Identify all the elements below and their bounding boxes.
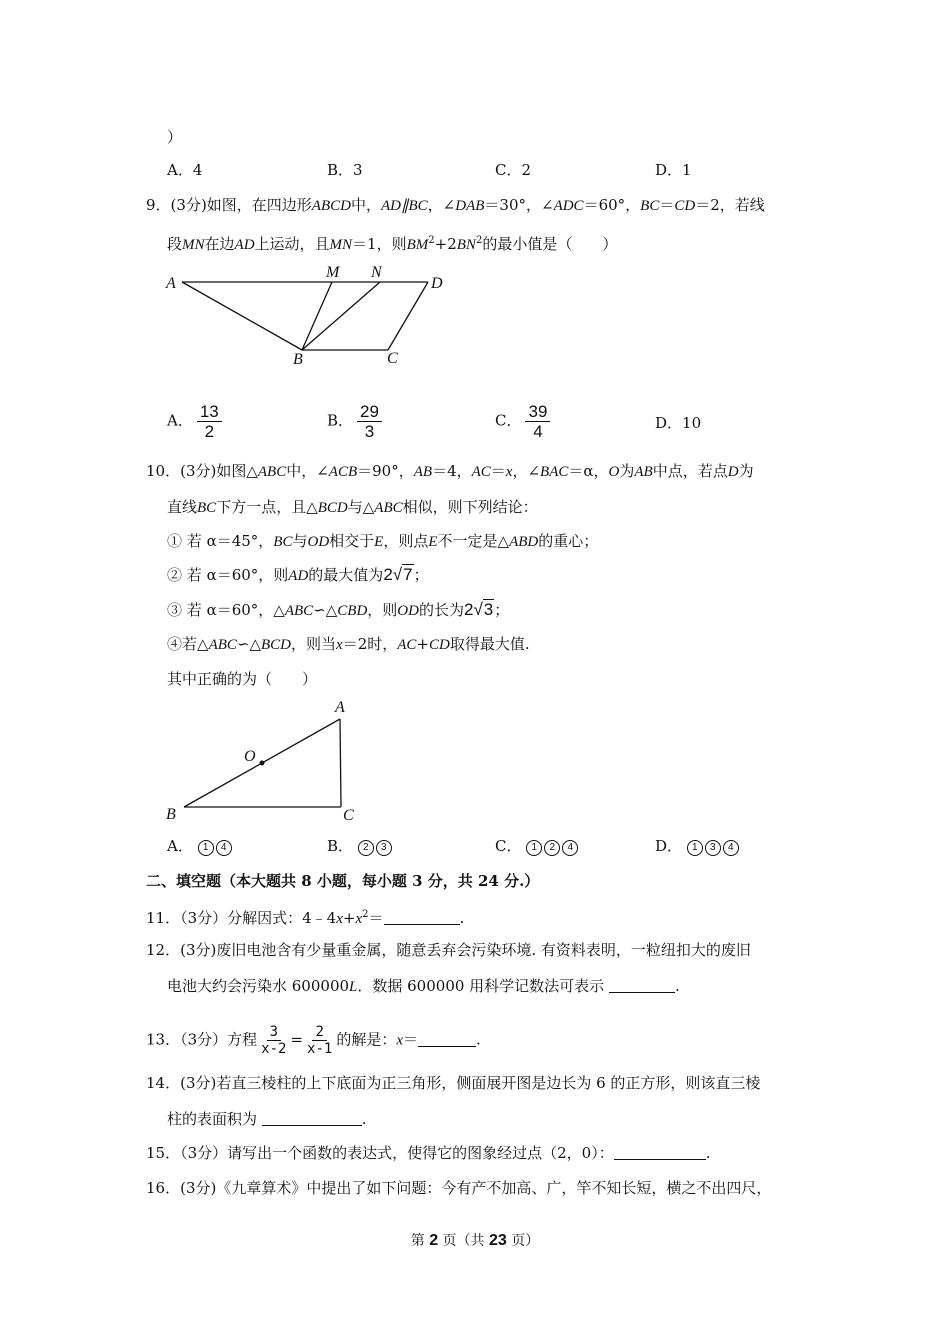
q10-statement-2: ② 若 α＝60°，则AD的最大值为2√7； xyxy=(167,565,429,584)
q10-statement-1: ① 若 α＝45°，BC与OD相交于E，则点E不一定是△ABD的重心； xyxy=(167,532,599,550)
q10-statement-4: ④若△ABC∽△BCD，则当x＝2时，AC+CD取得最大值. xyxy=(167,635,530,653)
q14-line1: 14．(3分)若直三棱柱的上下底面为正三角形，侧面展开图是边长为 6 的正方形，则该直三棱 xyxy=(146,1074,761,1092)
q15-answer-blank xyxy=(614,1145,706,1160)
q14-answer-blank xyxy=(262,1111,362,1126)
q10-statement-3: ③ 若 α＝60°，△ABC∽△CBD，则OD的长为2√3； xyxy=(167,600,510,619)
q10-stem-line1: 10．(3分)如图△ABC中，∠ACB＝90°，AB＝4，AC＝x，∠BAC＝α，O为AB中点，若点D为 xyxy=(146,462,754,480)
q8-option-a: A．4 xyxy=(167,161,203,179)
q13: 13．（3分）方程 $\frac{3}{x-2}$ = $\frac{2}{x-1}$ 的解是：x＝ . xyxy=(146,1024,481,1057)
q10-option-c: C． 1 2 4 xyxy=(495,836,580,856)
q10-stem-line2: 直线BC下方一点，且△BCD与△ABC相似，则下列结论： xyxy=(167,498,538,516)
q8-option-b: B．3 xyxy=(327,161,363,179)
q9-stem-line2: 段MN在边AD上运动，且MN＝1，则$BM^2+2BN^2$的最小值是（ ） xyxy=(167,235,618,253)
q10-triangle-figure xyxy=(160,695,360,830)
q9-label-b: B xyxy=(293,351,303,368)
q8-tail: ） xyxy=(167,128,183,146)
q9-label-c: C xyxy=(387,350,398,367)
q11-answer-blank xyxy=(384,910,460,925)
q9-option-c: C． $\frac{39}{4}$ xyxy=(495,402,554,441)
q9-option-a: A． $\frac{13}{2}$ xyxy=(167,402,226,441)
q9-option-b: B． $\frac{29}{3}$ xyxy=(327,402,386,441)
q10-label-b: B xyxy=(166,806,176,823)
q12-line1: 12．(3分)废旧电池含有少量重金属，随意丢弃会污染环境. 有资料表明，一粒纽扣大的废旧 xyxy=(146,941,751,959)
q12-answer-blank xyxy=(609,978,675,993)
q9-option-d: D．10 xyxy=(655,414,702,432)
page-footer: 第 2 页（共 23 页） xyxy=(410,1232,540,1249)
q12-line2: 电池大约会污染水 600000L．数据 600000 用科学记数法可表示 . xyxy=(167,977,680,995)
q10-label-o: O xyxy=(244,748,256,765)
q14-line2: 柱的表面积为 . xyxy=(167,1110,367,1128)
q10-option-b: B． 2 3 xyxy=(327,836,394,856)
q10-option-a: A． 1 4 xyxy=(167,836,234,856)
q15: 15．（3分）请写出一个函数的表达式，使得它的图象经过点（2，0）： . xyxy=(146,1144,711,1162)
q16-line1: 16．(3分)《九章算术》中提出了如下问题：今有产不加高、广，竿不知长短，横之不出四尺， xyxy=(146,1179,772,1197)
section-2-heading: 二、填空题（本大题共 8 小题，每小题 3 分，共 24 分.） xyxy=(146,872,540,890)
q8-option-c: C．2 xyxy=(495,161,532,179)
q9-stem-line1: 9．(3分)如图，在四边形ABCD中，AD∥BC，∠DAB＝30°，∠ADC＝60°，BC＝CD＝2，若线 xyxy=(146,196,765,214)
q9-label-d: D xyxy=(431,275,443,292)
q10-label-c: C xyxy=(343,807,354,824)
q13-answer-blank xyxy=(418,1032,476,1047)
q9-quadrilateral-figure xyxy=(160,258,460,373)
q10-ask: 其中正确的为（ ） xyxy=(167,670,318,688)
q9-label-n: N xyxy=(371,264,382,281)
q11: 11．（3分）分解因式：$4﹣4x+x^2=$ . xyxy=(146,909,465,927)
q10-option-d: D． 1 3 4 xyxy=(655,836,741,856)
q10-label-a: A xyxy=(335,699,345,716)
q10-point-o xyxy=(260,761,265,766)
q9-label-a: A xyxy=(166,275,176,292)
q9-label-m: M xyxy=(326,264,340,281)
q8-option-d: D．1 xyxy=(655,161,692,179)
